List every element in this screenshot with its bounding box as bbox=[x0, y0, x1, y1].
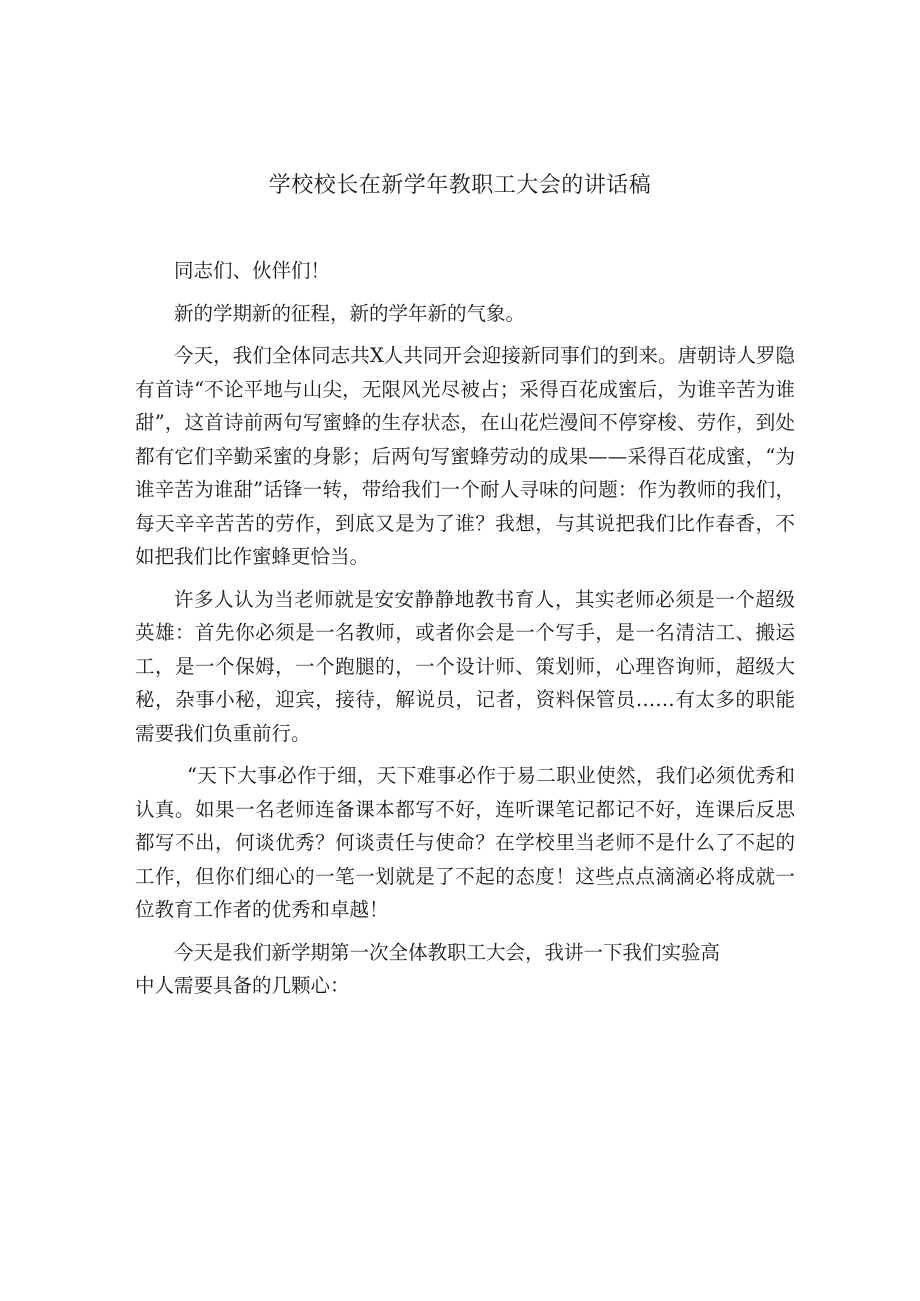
document-title: 学校校长在新学年教职工大会的讲话稿 bbox=[268, 173, 652, 198]
paragraph-greeting: 同志们、伙伴们！ bbox=[174, 259, 331, 282]
closing-line-1: 今天是我们新学期第一次全体教职工大会，我讲一下我们实验高 bbox=[174, 940, 721, 964]
paragraph-opening: 新的学期新的征程，新的学年新的气象。 bbox=[174, 301, 526, 325]
paragraph-superhero: 许多人认为当老师就是安安静静地教书育人，其实老师必须是一个超级英雄：首先你必须是一名教师，或者你会是一个写手，是一名清洁工、搬运工，是一个保姆，一个跑腿的，一个设计师、策划师，心理咨询师，超级大秘，杂事小秘，迎宾，接待，解说员，记者，资料保管员……有太多的职能需要我们负重前行。 bbox=[135, 587, 795, 745]
paragraph-closing bbox=[135, 936, 795, 1003]
document-body bbox=[135, 254, 795, 1012]
closing-line-2: 中人需要具备的几颗心： bbox=[135, 974, 350, 997]
paragraph-poem: 今天，我们全体同志共X人共同开会迎接新同事们的到来。唐朝诗人罗隐有首诗“不论平地与山尖，无限风光尽被占；采得百花成蜜后，为谁辛苦为谁甜”，这首诗前两句写蜜蜂的生存状态，在山花烂漫间不停穿梭、劳作，到处都有它们辛勤采蜜的身影；后两句写蜜蜂劳动的成果——采得百花成蜜，“为谁辛苦为谁甜”话锋一转，带给我们一个耐人寻味的问题：作为教师的我们，每天辛辛苦苦的劳作，到底又是为了谁？我想，与其说把我们比作春香，不如把我们比作蜜蜂更恰当。 bbox=[135, 344, 795, 568]
paragraph-quote: “天下大事必作于细，天下难事必作于易二职业使然，我们必须优秀和认真。如果一名老师连备课本都写不好，连听课笔记都记不好，连课后反思都写不出，何谈优秀？何谈责任与使命？在学校里当老师不是什么了不起的工作，但你们细心的一笔一划就是了不起的态度！这些点点滴滴必将成就一位教育工作者的优秀和卓越！ bbox=[135, 764, 795, 921]
